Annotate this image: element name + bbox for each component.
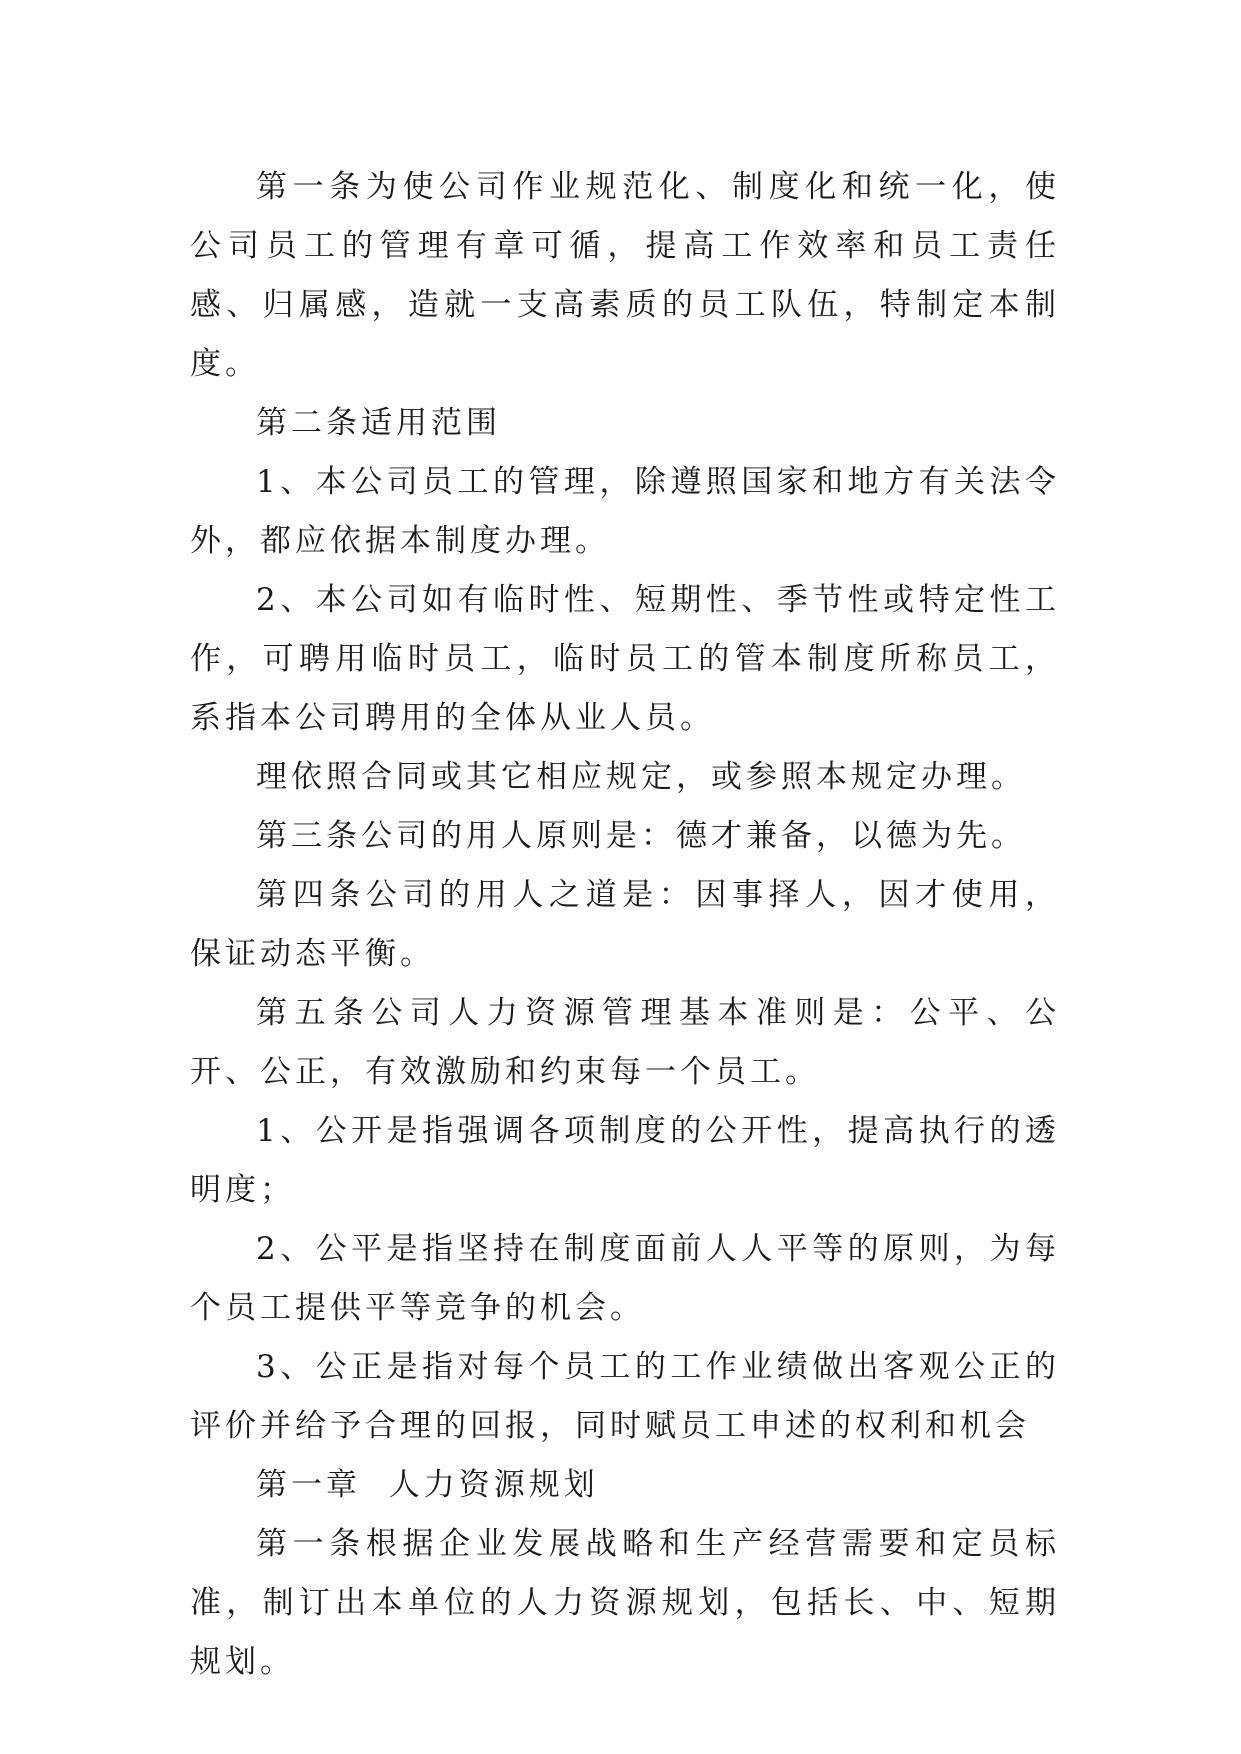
paragraph-scope-continuation: 理依照合同或其它相应规定，或参照本规定办理。	[256, 759, 1026, 795]
paragraph-rule-openness: 1、公开是指强调各项制度的公开性，提高执行的透明度；	[190, 1113, 1060, 1208]
chapter-1-heading: 第一章 人力资源规划	[256, 1467, 599, 1503]
paragraph-article-4-approach: 第四条公司的用人之道是：因事择人，因才使用，保证动态平衡。	[190, 877, 1060, 972]
paragraph-rule-justice: 3、公正是指对每个员工的工作业绩做出客观公正的评价并给予合理的回报，同时赋员工申述的权利和机会	[190, 1349, 1060, 1444]
paragraph-rule-fairness: 2、公平是指坚持在制度面前人人平等的原则，为每个员工提供平等竞争的机会。	[190, 1231, 1060, 1326]
paragraph-article-2-scope: 第二条适用范围	[256, 405, 501, 441]
paragraph-article-5-rules: 第五条公司人力资源管理基本准则是：公平、公开、公正，有效激励和约束每一个员工。	[190, 995, 1060, 1090]
paragraph-article-1-purpose: 第一条为使公司作业规范化、制度化和统一化，使公司员工的管理有章可循，提高工作效率和员工责任感、归属感，造就一支高素质的员工队伍，特制定本制度。	[190, 169, 1060, 382]
document-body	[190, 158, 1060, 1692]
paragraph-scope-item-1: 1、本公司员工的管理，除遵照国家和地方有关法令外，都应依据本制度办理。	[190, 464, 1060, 559]
paragraph-chapter-1-article-1: 第一条根据企业发展战略和生产经营需要和定员标准，制订出本单位的人力资源规划，包括长、中、短期规划。	[190, 1526, 1060, 1680]
paragraph-scope-item-2: 2、本公司如有临时性、短期性、季节性或特定性工作，可聘用临时员工，临时员工的管本制度所称员工，系指本公司聘用的全体从业人员。	[190, 582, 1060, 736]
paragraph-article-3-principle: 第三条公司的用人原则是：德才兼备，以德为先。	[256, 818, 1026, 854]
